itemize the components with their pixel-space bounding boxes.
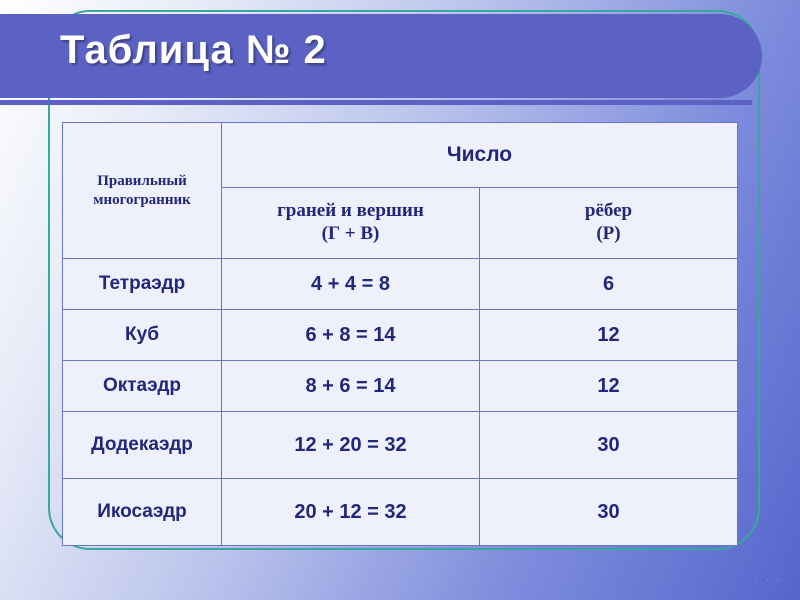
header-edges-line2: (Р) bbox=[596, 223, 621, 244]
cell-polyhedron-name: Тетраэдр bbox=[63, 259, 222, 310]
cell-faces-vertices: 12 + 20 = 32 bbox=[222, 412, 480, 479]
cell-polyhedron-name: Додекаэдр bbox=[63, 412, 222, 479]
cell-edges: 30 bbox=[480, 412, 738, 479]
table-container bbox=[62, 122, 738, 546]
cell-faces-vertices: 6 + 8 = 14 bbox=[222, 310, 480, 361]
cell-edges: 30 bbox=[480, 479, 738, 546]
table-row bbox=[63, 479, 738, 546]
header-cell-edges bbox=[480, 188, 738, 259]
cell-polyhedron-name: Октаэдр bbox=[63, 361, 222, 412]
table-row bbox=[63, 310, 738, 361]
cell-faces-vertices: 20 + 12 = 32 bbox=[222, 479, 480, 546]
polyhedra-table bbox=[62, 122, 738, 546]
header-cell-number: Число bbox=[222, 123, 738, 188]
cell-edges: 12 bbox=[480, 361, 738, 412]
table-header-row-1 bbox=[63, 123, 738, 188]
footer-marks: · · · bbox=[754, 574, 782, 586]
table-row bbox=[63, 259, 738, 310]
header-cell-faces-vertices bbox=[222, 188, 480, 259]
cell-faces-vertices: 8 + 6 = 14 bbox=[222, 361, 480, 412]
cell-polyhedron-name: Куб bbox=[63, 310, 222, 361]
header-faces-line2: (Г + В) bbox=[321, 223, 380, 244]
table-row bbox=[63, 361, 738, 412]
header-edges-line1: рёбер bbox=[584, 200, 633, 222]
cell-edges: 6 bbox=[480, 259, 738, 310]
table-row bbox=[63, 412, 738, 479]
header-cell-polyhedron: Правильный многогранник bbox=[63, 123, 222, 259]
title-underline bbox=[0, 100, 752, 105]
page-title: Таблица № 2 bbox=[60, 28, 327, 72]
cell-edges: 12 bbox=[480, 310, 738, 361]
cell-faces-vertices: 4 + 4 = 8 bbox=[222, 259, 480, 310]
header-faces-line1: граней и вершин bbox=[277, 200, 424, 222]
cell-polyhedron-name: Икосаэдр bbox=[63, 479, 222, 546]
